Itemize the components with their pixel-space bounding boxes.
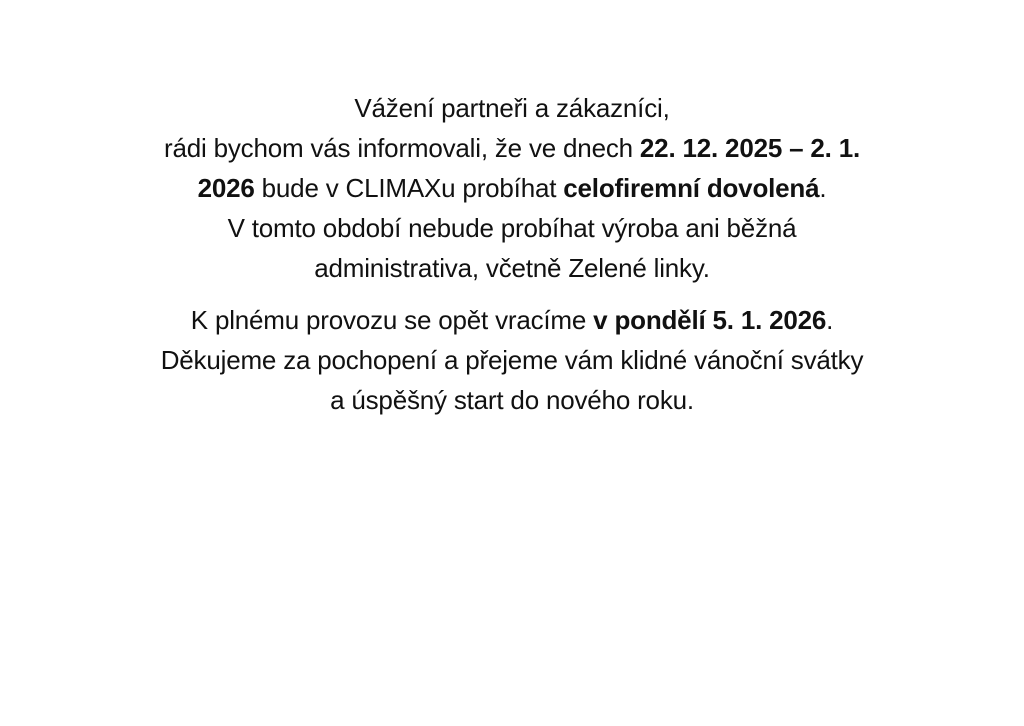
vacation-period: . <box>819 173 827 203</box>
thanks-line-1: Děkujeme za pochopení a přejeme vám klidné vánoční svátky <box>160 345 864 375</box>
greeting-line: Vážení partneři a zákazníci, <box>354 93 670 123</box>
intro-line <box>60 128 964 168</box>
closure-dates-end: 2026 <box>197 173 255 203</box>
intro-text: rádi bychom vás informovali, že ve dnech <box>164 133 640 163</box>
return-line <box>60 300 964 340</box>
production-line-2: administrativa, včetně Zelené linky. <box>314 253 710 283</box>
vacation-label: celofiremní dovolená <box>563 173 820 203</box>
notice-paragraph-return <box>60 300 964 420</box>
vacation-intro-text: bude v CLIMAXu probíhat <box>254 173 564 203</box>
production-line-1: V tomto období nebude probíhat výroba ani běžná <box>227 213 797 243</box>
vacation-line <box>60 168 964 208</box>
thanks-line-2: a úspěšný start do nového roku. <box>330 385 694 415</box>
return-period: . <box>826 305 834 335</box>
closure-dates-start: 22. 12. 2025 – 2. 1. <box>639 133 860 163</box>
notice-paragraph-closure <box>60 88 964 288</box>
holiday-notice <box>60 88 964 420</box>
return-date: v pondělí 5. 1. 2026 <box>593 305 827 335</box>
return-text: K plnému provozu se opět vracíme <box>190 305 594 335</box>
